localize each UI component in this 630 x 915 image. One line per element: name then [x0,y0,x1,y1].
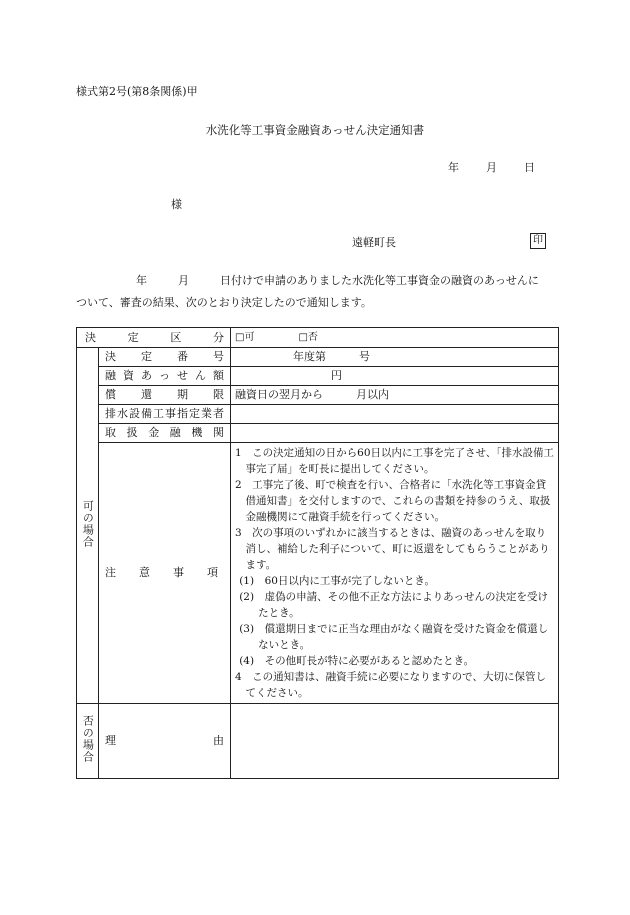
reason-row [77,704,559,779]
issuer-name: 遠軽町長 [352,236,396,249]
amount-row [77,367,559,386]
amount-label: 融資あっせん額 [99,367,231,386]
note-1: 1 この決定通知の日から60日以内に工事を完了させ、「排水設備工事完了届」を町長に提出してください。 [235,447,554,475]
note-2: 2 工事完了後、町で検査を行い、合格者に「水洗化等工事資金貸借通知書」を交付しますので、これらの書類を持参のうえ、取扱金融機関にて融資手続を行ってください。 [235,479,551,523]
decision-table [76,327,559,779]
rejected-group-text: 否の場合 [81,715,95,764]
amount-value: 円 [231,367,559,386]
institution-value [231,424,559,443]
date-year: 年 [448,161,459,174]
decision-number-row [77,348,559,367]
decision-number-value: 年度第 号 [231,348,559,367]
date-line [448,162,535,173]
document-title: 水洗化等工事資金融資あっせん決定通知書 [205,123,425,137]
decision-options [231,328,559,348]
approved-group-text: 可の場合 [81,499,95,548]
approved-group-label [77,348,99,704]
form-number: 様式第2号(第8条関係)甲 [76,85,198,98]
date-day: 日 [524,161,535,174]
body-line1: 日付けで申請のありました水洗化等工事資金の融資のあっせんに [220,274,539,287]
body-month: 月 [178,274,189,287]
addressee-suffix: 様 [171,198,182,211]
option-approved: □可 [235,332,255,344]
sub-note-1: (1) 60日以内に工事が完了しないとき。 [239,575,436,587]
decision-label: 決定区分 [77,328,231,348]
repayment-row [77,386,559,405]
sub-note-4: (4) その他町長が特に必要があると認めたとき。 [239,655,475,667]
notification-body [76,270,558,314]
repayment-value: 融資日の翌月から 月以内 [231,386,559,405]
note-3: 3 次の事項のいずれかに該当するときは、融資のあっせんを取り消し、補給した利子について、町に返還をしてもらうことがあります。 [235,527,550,571]
seal-mark: 印 [530,233,546,249]
reason-value [231,704,559,779]
contractor-value [231,405,559,424]
date-month: 月 [486,161,497,174]
decision-number-label: 決定番号 [99,348,231,367]
body-line2: ついて、審査の結果、次のとおり決定したので通知します。 [76,296,372,309]
contractor-row [77,405,559,424]
sub-note-2: (2) 虚偽の申請、その他不正な方法によりあっせんの決定を受けたとき。 [239,591,548,619]
institution-label: 取扱金融機関 [99,424,231,443]
sub-note-3: (3) 償還期日までに正当な理由がなく融資を受けた資金を償還しないとき。 [239,623,549,651]
repayment-label: 償還期限 [99,386,231,405]
notes-row [77,443,559,704]
notes-label: 注意事項 [99,443,231,704]
contractor-label: 排水設備工事指定業者 [99,405,231,424]
reason-label: 理由 [99,704,231,779]
note-4: 4 この通知書は、融資手続に必要になりますので、大切に保管してください。 [235,671,546,699]
rejected-group-label [77,704,99,779]
decision-row [77,328,559,348]
body-year: 年 [136,274,147,287]
option-rejected: □否 [298,332,318,344]
notes-content [231,443,559,704]
institution-row [77,424,559,443]
